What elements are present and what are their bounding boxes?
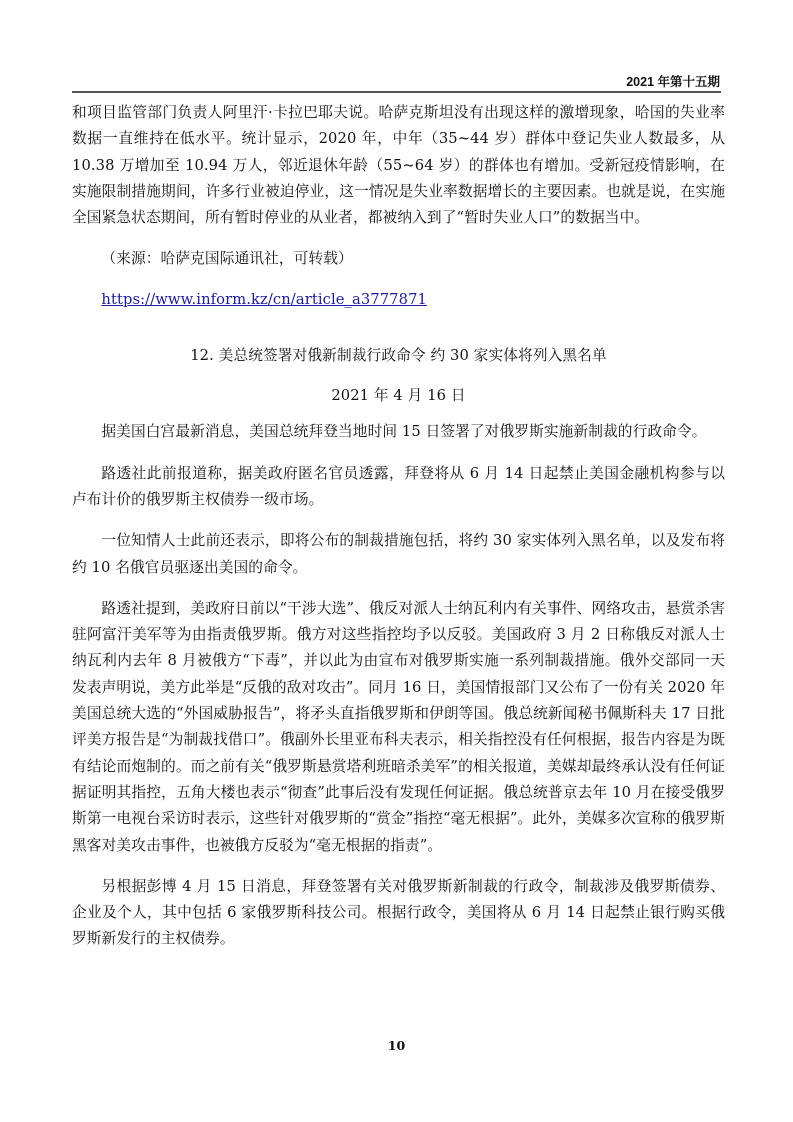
article-title: 12. 美总统签署对俄新制裁行政命令 约 30 家实体将列入黑名单 <box>190 347 607 365</box>
article-paragraph: 另根据彭博 4 月 15 日消息，拜登签署有关对俄罗斯新制裁的行政令，制裁涉及俄罗斯债券、企业及个人，其中包括 6 家俄罗斯科技公司。根据行政令，美国将从 6 月 14 日起禁止银行购买俄罗斯新发行的主权债券。 <box>72 877 725 948</box>
page-number: 10 <box>387 1038 406 1053</box>
issue-label: 2021 年第十五期 <box>626 75 720 89</box>
article-paragraph: 路透社提到，美政府日前以“干涉大选”、俄反对派人士纳瓦利内有关事件、网络攻击，悬赏杀害驻阿富汗美军等为由指责俄罗斯。俄方对这些指控均予以反驳。美国政府 3 月 2 日称俄反对派人士纳瓦利内去年 8 月被俄方“下毒”，并以此为由宣布对俄罗斯实施一系列制裁措施。俄外交部同一天发表声明说，美方此举是“反俄的敌对攻击”。同月 16 日，美国情报部门又公布了一份有关 2020 年美国总统大选的“外国威胁报告”，将矛头直指俄罗斯和伊朗等国。俄总统新闻秘书佩斯科夫 17 日批评美方报告是“为制裁找借口”。俄副外长里亚布科夫表示，相关指控没有任何根据，报告内容是为既有结论而炮制的。而之前有关“俄罗斯悬赏塔利班暗杀美军”的相关报道，美媒却最终承认没有任何证据证明其指控，五角大楼也表示“彻查”此事后没有发现任何证据。俄总统普京去年 10 月在接受俄罗斯第一电视台采访时表示，这些针对俄罗斯的“赏金”指控“毫无根据”。此外，美媒多次宣称的俄罗斯黑客对美攻击事件，也被俄方反驳为“毫无根据的指责”。 <box>72 599 725 854</box>
header-rule <box>72 91 721 93</box>
article-paragraph: 据美国白宫最新消息，美国总统拜登当地时间 15 日签署了对俄罗斯实施新制裁的行政命令。 <box>101 423 707 441</box>
page-body <box>72 100 725 968</box>
source-note: （来源：哈萨克国际通讯社，可转载） <box>101 250 353 268</box>
article-paragraph: 一位知情人士此前还表示，即将公布的制裁措施包括，将约 30 家实体列入黑名单，以及发布将约 10 名俄官员驱逐出美国的命令。 <box>72 532 725 576</box>
article-paragraph: 路透社此前报道称，据美政府匿名官员透露，拜登将从 6 月 14 日起禁止美国金融机构参与以卢布计价的俄罗斯主权债券一级市场。 <box>72 464 725 508</box>
article-date: 2021 年 4 月 16 日 <box>331 387 466 405</box>
continued-paragraph: 和项目监管部门负责人阿里汗·卡拉巴耶夫说。哈萨克斯坦没有出现这样的激增现象，哈国的失业率数据一直维持在低水平。统计显示，2020 年，中年（35~44 岁）群体中登记失业人数最多，从 10.38 万增加至 10.94 万人，邻近退休年龄（55~64 岁）的群体也有增加。受新冠疫情影响，在实施限制措施期间，许多行业被迫停业，这一情况是失业率数据增长的主要因素。也就是说，在实施全国紧急状态期间，所有暂时停业的从业者，都被纳入到了“暂时失业人口”的数据当中。 <box>72 104 725 227</box>
source-link[interactable]: https://www.inform.kz/cn/article_a3777871 <box>101 290 427 308</box>
